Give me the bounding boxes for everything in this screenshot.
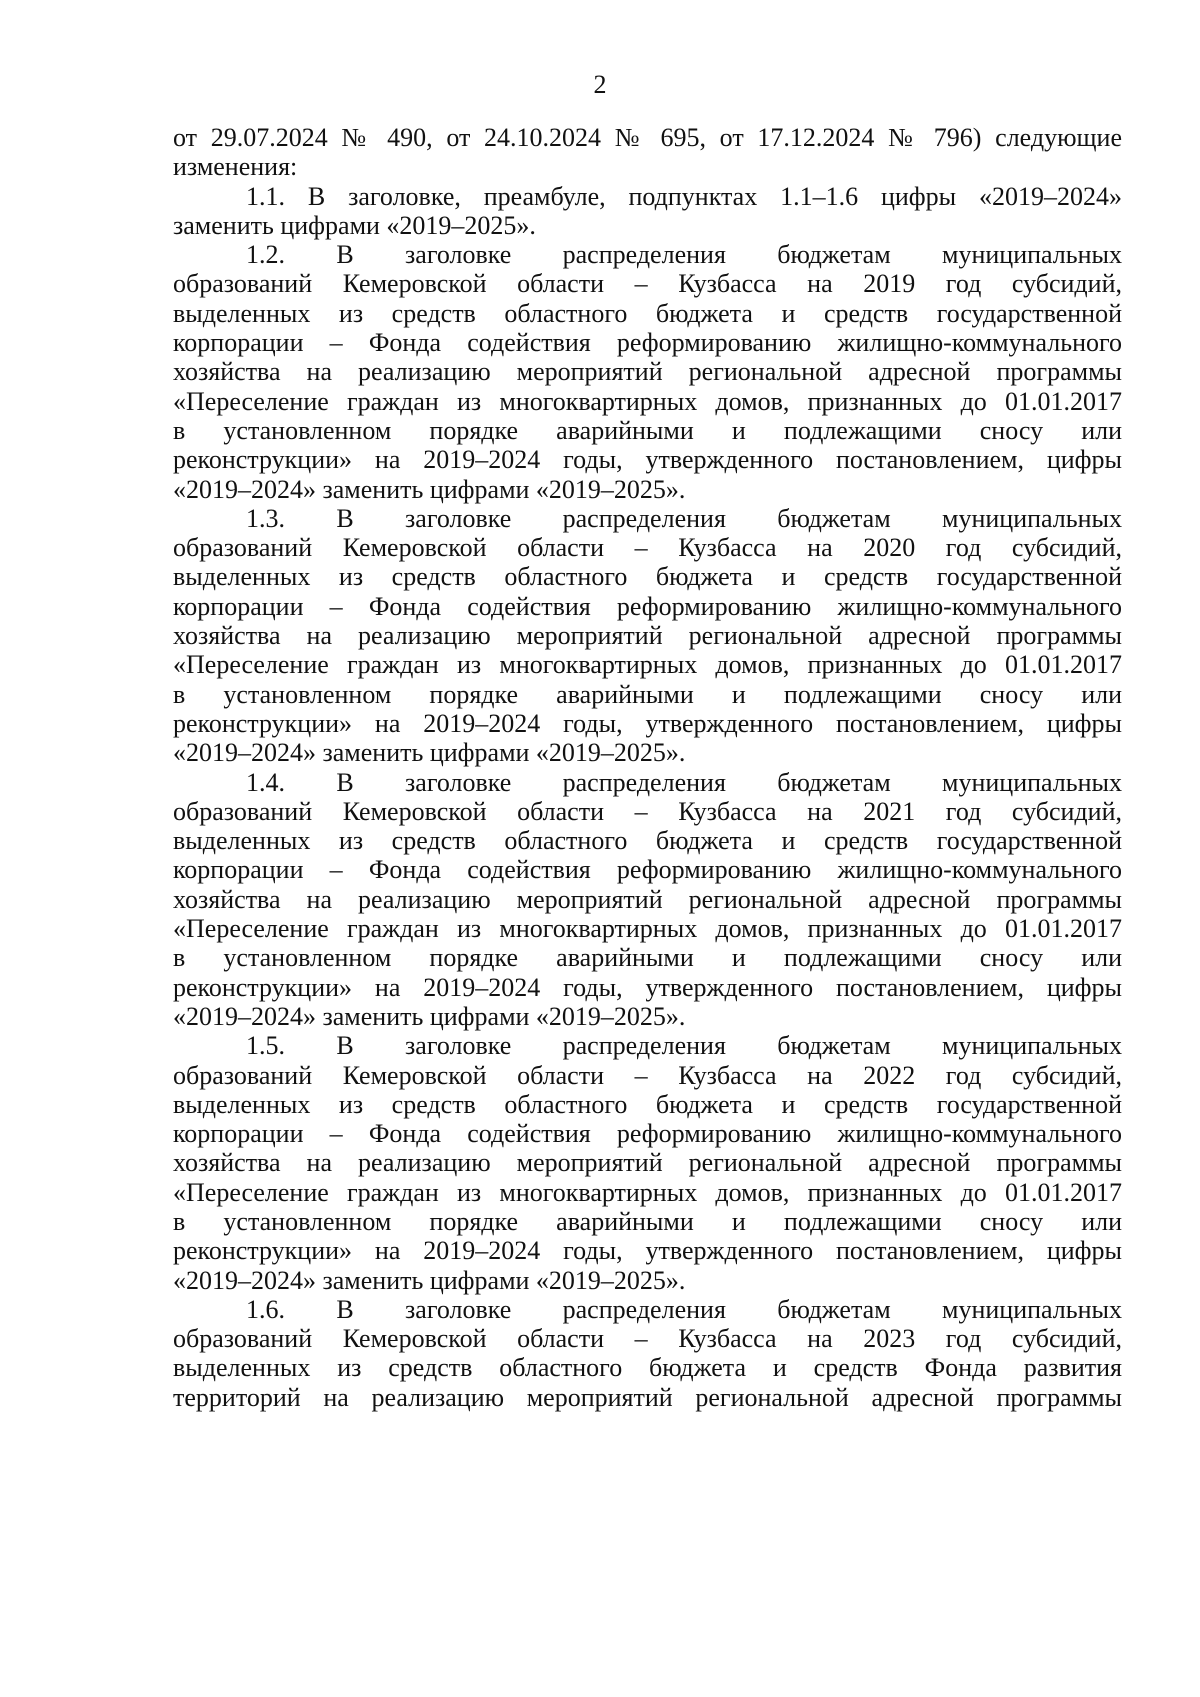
text-line: образований Кемеровской области – Кузбасса на 2020 год субсидий, <box>173 533 1122 563</box>
text-line: территорий на реализацию мероприятий региональной адресной программы <box>173 1382 1122 1412</box>
text-line: корпорации – Фонда содействия реформированию жилищно-коммунального <box>173 328 1122 358</box>
text-line: «Переселение граждан из многоквартирных домов, признанных до 01.01.2017 <box>173 914 1122 944</box>
text-line: корпорации – Фонда содействия реформированию жилищно-коммунального <box>173 591 1122 621</box>
text-line: «Переселение граждан из многоквартирных домов, признанных до 01.01.2017 <box>173 386 1122 416</box>
text-line: корпорации – Фонда содействия реформированию жилищно-коммунального <box>173 1119 1122 1149</box>
text-line: от 29.07.2024 № 490, от 24.10.2024 № 695, от 17.12.2024 № 796) следующие <box>173 123 1122 152</box>
text-line: хозяйства на реализацию мероприятий региональной адресной программы <box>173 357 1122 387</box>
text-line: образований Кемеровской области – Кузбасса на 2021 год субсидий, <box>173 796 1122 826</box>
text-line: образований Кемеровской области – Кузбасса на 2019 год субсидий, <box>173 269 1122 299</box>
text-line: реконструкции» на 2019–2024 годы, утвержденного постановлением, цифры <box>173 708 1122 738</box>
text-line: «Переселение граждан из многоквартирных домов, признанных до 01.01.2017 <box>173 1177 1122 1207</box>
text-line: 1.4. В заголовке распределения бюджетам муниципальных <box>246 767 1122 797</box>
page-number: 2 <box>593 70 607 99</box>
text-line: выделенных из средств областного бюджета и средств государственной <box>173 826 1122 856</box>
text-line: 1.2. В заголовке распределения бюджетам муниципальных <box>246 240 1122 270</box>
text-line: хозяйства на реализацию мероприятий региональной адресной программы <box>173 1148 1122 1178</box>
text-line: 1.1. В заголовке, преамбуле, подпунктах 1.1–1.6 цифры «2019–2024» <box>246 181 1122 211</box>
text-line: выделенных из средств областного бюджета и средств государственной <box>173 1089 1122 1119</box>
text-line: 1.3. В заголовке распределения бюджетам муниципальных <box>246 503 1122 533</box>
text-line: реконструкции» на 2019–2024 годы, утвержденного постановлением, цифры <box>173 445 1122 475</box>
text-line: «2019–2024» заменить цифрами «2019–2025». <box>173 474 686 504</box>
text-line: «2019–2024» заменить цифрами «2019–2025». <box>173 738 686 768</box>
text-line: изменения: <box>173 152 298 182</box>
text-line: хозяйства на реализацию мероприятий региональной адресной программы <box>173 621 1122 651</box>
text-line: выделенных из средств областного бюджета и средств государственной <box>173 562 1122 592</box>
text-line: 1.6. В заголовке распределения бюджетам муниципальных <box>246 1294 1122 1324</box>
text-line: образований Кемеровской области – Кузбасса на 2022 год субсидий, <box>173 1060 1122 1090</box>
text-line: корпорации – Фонда содействия реформированию жилищно-коммунального <box>173 855 1122 885</box>
text-line: реконструкции» на 2019–2024 годы, утвержденного постановлением, цифры <box>173 972 1122 1002</box>
text-line: образований Кемеровской области – Кузбасса на 2023 год субсидий, <box>173 1324 1122 1354</box>
text-line: выделенных из средств областного бюджета и средств Фонда развития <box>173 1353 1122 1383</box>
text-line: в установленном порядке аварийными и подлежащими сносу или <box>173 415 1122 445</box>
document-body <box>173 123 1122 1412</box>
text-line: выделенных из средств областного бюджета и средств государственной <box>173 298 1122 328</box>
text-line: в установленном порядке аварийными и подлежащими сносу или <box>173 679 1122 709</box>
text-line: «2019–2024» заменить цифрами «2019–2025». <box>173 1265 686 1295</box>
text-line: хозяйства на реализацию мероприятий региональной адресной программы <box>173 884 1122 914</box>
text-line: в установленном порядке аварийными и подлежащими сносу или <box>173 1206 1122 1236</box>
text-line: заменить цифрами «2019–2025». <box>173 210 536 240</box>
text-line: «Переселение граждан из многоквартирных домов, признанных до 01.01.2017 <box>173 650 1122 680</box>
text-line: «2019–2024» заменить цифрами «2019–2025». <box>173 1001 686 1031</box>
text-line: 1.5. В заголовке распределения бюджетам муниципальных <box>246 1031 1122 1061</box>
text-line: реконструкции» на 2019–2024 годы, утвержденного постановлением, цифры <box>173 1236 1122 1266</box>
text-line: в установленном порядке аварийными и подлежащими сносу или <box>173 943 1122 973</box>
